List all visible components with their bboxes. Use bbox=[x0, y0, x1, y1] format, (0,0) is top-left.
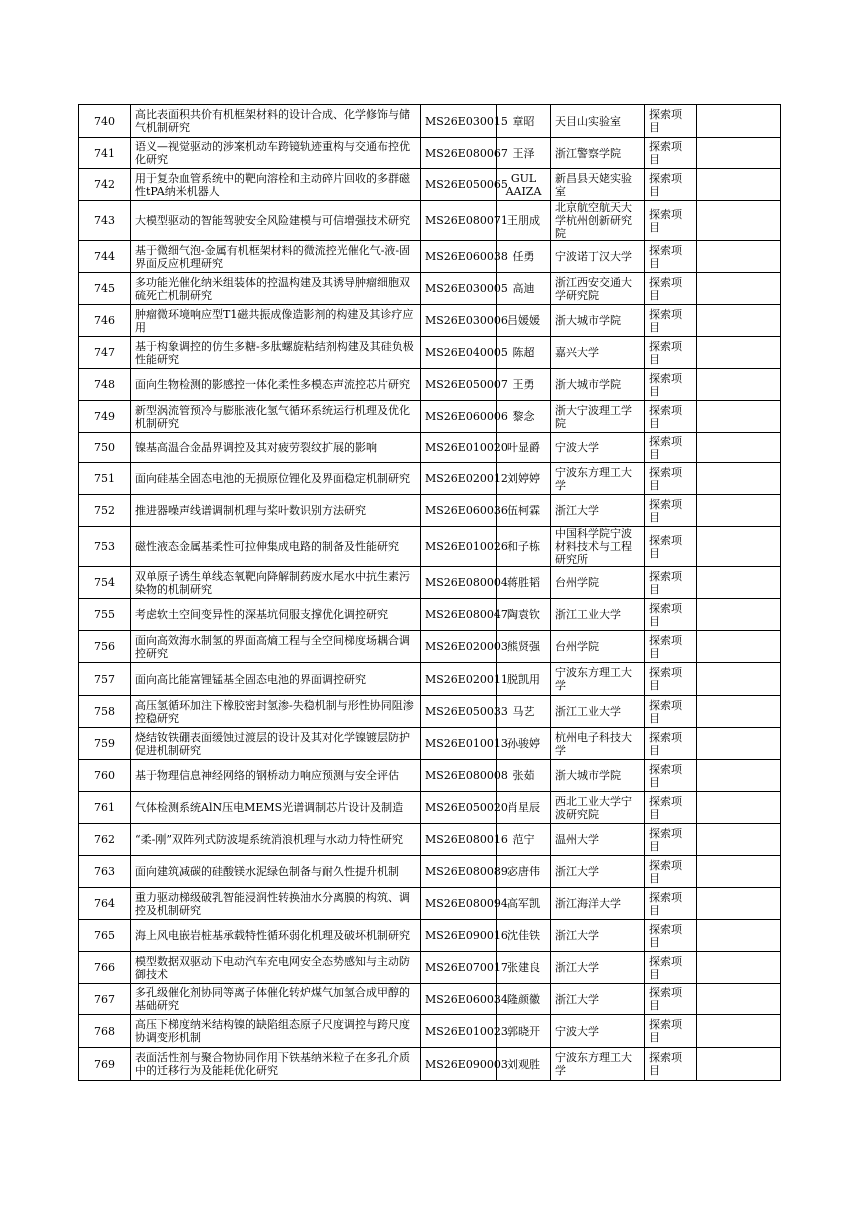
institution: 浙江大学 bbox=[551, 856, 645, 888]
applicant-name: 高迪 bbox=[497, 273, 551, 305]
empty-cell bbox=[697, 1048, 781, 1081]
project-title: 基于微细气泡-金属有机框架材料的微流控光催化气-液-固界面反应机理研究 bbox=[131, 241, 421, 273]
project-code: MS26E030005 bbox=[421, 273, 497, 305]
project-title: 表面活性剂与聚合物协同作用下铁基纳米粒子在多孔介质中的迁移行为及能耗优化研究 bbox=[131, 1048, 421, 1081]
project-code: MS26E060006 bbox=[421, 401, 497, 433]
row-number: 766 bbox=[79, 952, 131, 984]
empty-cell bbox=[697, 495, 781, 527]
project-code: MS26E080004 bbox=[421, 567, 497, 599]
project-type: 探索项目 bbox=[645, 433, 697, 463]
table-row bbox=[79, 920, 781, 952]
institution: 宁波东方理工大学 bbox=[551, 1048, 645, 1081]
table-row bbox=[79, 138, 781, 169]
project-type: 探索项目 bbox=[645, 792, 697, 824]
institution: 中国科学院宁波材料技术与工程研究所 bbox=[551, 527, 645, 567]
row-number: 744 bbox=[79, 241, 131, 273]
project-code: MS26E060038 bbox=[421, 241, 497, 273]
table-row bbox=[79, 527, 781, 567]
applicant-name: 刘观胜 bbox=[497, 1048, 551, 1081]
project-title: 肿瘤微环境响应型T1磁共振成像造影剂的构建及其诊疗应用 bbox=[131, 305, 421, 337]
project-type: 探索项目 bbox=[645, 337, 697, 369]
empty-cell bbox=[697, 760, 781, 792]
project-type: 探索项目 bbox=[645, 1015, 697, 1048]
applicant-name: 孙骏婷 bbox=[497, 728, 551, 760]
project-title: 模型数据双驱动下电动汽车充电网安全态势感知与主动防御技术 bbox=[131, 952, 421, 984]
institution: 温州大学 bbox=[551, 824, 645, 856]
row-number: 763 bbox=[79, 856, 131, 888]
project-type: 探索项目 bbox=[645, 599, 697, 631]
table-row bbox=[79, 201, 781, 241]
applicant-name: 宓唐伟 bbox=[497, 856, 551, 888]
applicant-name: 王朋成 bbox=[497, 201, 551, 241]
project-type: 探索项目 bbox=[645, 305, 697, 337]
project-title: 双单原子诱生单线态氧靶向降解制药废水尾水中抗生素污染物的机制研究 bbox=[131, 567, 421, 599]
project-code: MS26E080047 bbox=[421, 599, 497, 631]
applicant-name: 任勇 bbox=[497, 241, 551, 273]
institution: 浙江大学 bbox=[551, 920, 645, 952]
table-row bbox=[79, 305, 781, 337]
row-number: 759 bbox=[79, 728, 131, 760]
empty-cell bbox=[697, 984, 781, 1015]
project-code: MS26E010020 bbox=[421, 433, 497, 463]
row-number: 752 bbox=[79, 495, 131, 527]
row-number: 748 bbox=[79, 369, 131, 401]
empty-cell bbox=[697, 433, 781, 463]
project-title: 面向高效海水制氢的界面高熵工程与全空间梯度场耦合调控研究 bbox=[131, 631, 421, 663]
project-code: MS26E010023 bbox=[421, 1015, 497, 1048]
project-title: 面向生物检测的影感控一体化柔性多模态声流控芯片研究 bbox=[131, 369, 421, 401]
institution: 浙大宁波理工学院 bbox=[551, 401, 645, 433]
table-row bbox=[79, 631, 781, 663]
institution: 浙江海洋大学 bbox=[551, 888, 645, 920]
institution: 宁波东方理工大学 bbox=[551, 463, 645, 495]
project-type: 探索项目 bbox=[645, 696, 697, 728]
project-type: 探索项目 bbox=[645, 169, 697, 201]
row-number: 768 bbox=[79, 1015, 131, 1048]
empty-cell bbox=[697, 241, 781, 273]
empty-cell bbox=[697, 463, 781, 495]
project-title: 气体检测系统AlN压电MEMS光谱调制芯片设计及制造 bbox=[131, 792, 421, 824]
applicant-name: 高军凯 bbox=[497, 888, 551, 920]
table-row bbox=[79, 824, 781, 856]
row-number: 760 bbox=[79, 760, 131, 792]
project-type: 探索项目 bbox=[645, 824, 697, 856]
project-code: MS26E060034 bbox=[421, 984, 497, 1015]
project-type: 探索项目 bbox=[645, 369, 697, 401]
table-row bbox=[79, 728, 781, 760]
project-title: 面向硅基全固态电池的无损原位锂化及界面稳定机制研究 bbox=[131, 463, 421, 495]
project-type: 探索项目 bbox=[645, 105, 697, 138]
empty-cell bbox=[697, 337, 781, 369]
row-number: 745 bbox=[79, 273, 131, 305]
table-row bbox=[79, 401, 781, 433]
institution: 浙江警察学院 bbox=[551, 138, 645, 169]
applicant-name: 王勇 bbox=[497, 369, 551, 401]
project-title: 语义—视觉驱动的涉案机动车跨镜轨迹重构与交通布控优化研究 bbox=[131, 138, 421, 169]
project-code: MS26E050065 bbox=[421, 169, 497, 201]
project-title: 用于复杂血管系统中的靶向溶栓和主动碎片回收的多群磁性tPA纳米机器人 bbox=[131, 169, 421, 201]
row-number: 742 bbox=[79, 169, 131, 201]
project-code: MS26E060036 bbox=[421, 495, 497, 527]
empty-cell bbox=[697, 273, 781, 305]
row-number: 751 bbox=[79, 463, 131, 495]
project-code: MS26E080008 bbox=[421, 760, 497, 792]
project-type: 探索项目 bbox=[645, 663, 697, 696]
table-row bbox=[79, 760, 781, 792]
institution: 新昌县天姥实验室 bbox=[551, 169, 645, 201]
project-code: MS26E090016 bbox=[421, 920, 497, 952]
row-number: 755 bbox=[79, 599, 131, 631]
project-title: 多孔级催化剂协同等离子体催化转炉煤气加氢合成甲醇的基础研究 bbox=[131, 984, 421, 1015]
applicant-name: 和子栋 bbox=[497, 527, 551, 567]
empty-cell bbox=[697, 631, 781, 663]
row-number: 741 bbox=[79, 138, 131, 169]
applicant-name: 王泽 bbox=[497, 138, 551, 169]
applicant-name: 张建良 bbox=[497, 952, 551, 984]
project-type: 探索项目 bbox=[645, 920, 697, 952]
table-row bbox=[79, 599, 781, 631]
project-code: MS26E080016 bbox=[421, 824, 497, 856]
institution: 台州学院 bbox=[551, 567, 645, 599]
row-number: 758 bbox=[79, 696, 131, 728]
applicant-name: 隆颜徽 bbox=[497, 984, 551, 1015]
applicant-name: 陈超 bbox=[497, 337, 551, 369]
row-number: 757 bbox=[79, 663, 131, 696]
row-number: 749 bbox=[79, 401, 131, 433]
institution: 杭州电子科技大学 bbox=[551, 728, 645, 760]
project-title: 重力驱动梯级破乳智能浸润性转换油水分离膜的构筑、调控及机制研究 bbox=[131, 888, 421, 920]
project-type: 探索项目 bbox=[645, 888, 697, 920]
table-row bbox=[79, 856, 781, 888]
project-type: 探索项目 bbox=[645, 495, 697, 527]
project-title: 海上风电嵌岩桩基承载特性循环弱化机理及破坏机制研究 bbox=[131, 920, 421, 952]
empty-cell bbox=[697, 567, 781, 599]
row-number: 767 bbox=[79, 984, 131, 1015]
project-type: 探索项目 bbox=[645, 201, 697, 241]
project-type: 探索项目 bbox=[645, 273, 697, 305]
table-row bbox=[79, 433, 781, 463]
project-code: MS26E020012 bbox=[421, 463, 497, 495]
project-code: MS26E020003 bbox=[421, 631, 497, 663]
institution: 浙大城市学院 bbox=[551, 760, 645, 792]
applicant-name: 马艺 bbox=[497, 696, 551, 728]
empty-cell bbox=[697, 138, 781, 169]
project-type: 探索项目 bbox=[645, 567, 697, 599]
institution: 浙大城市学院 bbox=[551, 369, 645, 401]
applicant-name: 章昭 bbox=[497, 105, 551, 138]
project-type: 探索项目 bbox=[645, 952, 697, 984]
project-type: 探索项目 bbox=[645, 401, 697, 433]
project-code: MS26E030015 bbox=[421, 105, 497, 138]
project-title: 新型涡流管预冷与膨胀液化氢气循环系统运行机理及优化机制研究 bbox=[131, 401, 421, 433]
row-number: 756 bbox=[79, 631, 131, 663]
row-number: 761 bbox=[79, 792, 131, 824]
row-number: 750 bbox=[79, 433, 131, 463]
applicant-name: 范宁 bbox=[497, 824, 551, 856]
project-type: 探索项目 bbox=[645, 984, 697, 1015]
row-number: 765 bbox=[79, 920, 131, 952]
table-row bbox=[79, 663, 781, 696]
project-code: MS26E010026 bbox=[421, 527, 497, 567]
project-type: 探索项目 bbox=[645, 138, 697, 169]
table-row bbox=[79, 273, 781, 305]
row-number: 764 bbox=[79, 888, 131, 920]
applicant-name: 肖星辰 bbox=[497, 792, 551, 824]
institution: 浙江西安交通大学研究院 bbox=[551, 273, 645, 305]
table-row bbox=[79, 792, 781, 824]
row-number: 753 bbox=[79, 527, 131, 567]
project-title: 多功能光催化纳米组装体的控温构建及其诱导肿瘤细胞双硫死亡机制研究 bbox=[131, 273, 421, 305]
applicant-name: 黎念 bbox=[497, 401, 551, 433]
applicant-name: 脱凯用 bbox=[497, 663, 551, 696]
empty-cell bbox=[697, 527, 781, 567]
institution: 宁波东方理工大学 bbox=[551, 663, 645, 696]
institution: 北京航空航天大学杭州创新研究院 bbox=[551, 201, 645, 241]
institution: 浙江大学 bbox=[551, 952, 645, 984]
empty-cell bbox=[697, 888, 781, 920]
table-row bbox=[79, 495, 781, 527]
project-type: 探索项目 bbox=[645, 527, 697, 567]
row-number: 743 bbox=[79, 201, 131, 241]
empty-cell bbox=[697, 105, 781, 138]
project-code: MS26E040005 bbox=[421, 337, 497, 369]
project-code: MS26E050033 bbox=[421, 696, 497, 728]
empty-cell bbox=[697, 401, 781, 433]
institution: 宁波诺丁汉大学 bbox=[551, 241, 645, 273]
table-row bbox=[79, 169, 781, 201]
empty-cell bbox=[697, 369, 781, 401]
empty-cell bbox=[697, 952, 781, 984]
applicant-name: 刘婷婷 bbox=[497, 463, 551, 495]
project-type: 探索项目 bbox=[645, 463, 697, 495]
applicant-name: 沈佳铁 bbox=[497, 920, 551, 952]
applicant-name: 伍柯霖 bbox=[497, 495, 551, 527]
empty-cell bbox=[697, 599, 781, 631]
project-title: 高压下梯度纳米结构镍的缺陷组态原子尺度调控与跨尺度协调变形机制 bbox=[131, 1015, 421, 1048]
row-number: 747 bbox=[79, 337, 131, 369]
project-title: 面向建筑减碳的硅酸镁水泥绿色制备与耐久性提升机制 bbox=[131, 856, 421, 888]
institution: 台州学院 bbox=[551, 631, 645, 663]
project-code: MS26E080094 bbox=[421, 888, 497, 920]
project-title: 高比表面积共价有机框架材料的设计合成、化学修饰与储气机制研究 bbox=[131, 105, 421, 138]
project-title: 考虑软土空间变异性的深基坑伺服支撑优化调控研究 bbox=[131, 599, 421, 631]
institution: 西北工业大学宁波研究院 bbox=[551, 792, 645, 824]
project-type: 探索项目 bbox=[645, 631, 697, 663]
empty-cell bbox=[697, 696, 781, 728]
project-title: 推进器噪声线谱调制机理与桨叶数识别方法研究 bbox=[131, 495, 421, 527]
project-type: 探索项目 bbox=[645, 760, 697, 792]
table-row bbox=[79, 369, 781, 401]
table-row bbox=[79, 241, 781, 273]
applicant-name: 陶袁钦 bbox=[497, 599, 551, 631]
table-row bbox=[79, 1015, 781, 1048]
row-number: 769 bbox=[79, 1048, 131, 1081]
table-row bbox=[79, 888, 781, 920]
institution: 浙大城市学院 bbox=[551, 305, 645, 337]
project-type: 探索项目 bbox=[645, 728, 697, 760]
project-title: 面向高比能富锂锰基全固态电池的界面调控研究 bbox=[131, 663, 421, 696]
project-title: 基于构象调控的仿生多糖-多肽螺旋粘结剂构建及其硅负极性能研究 bbox=[131, 337, 421, 369]
project-title: 磁性液态金属基柔性可拉伸集成电路的制备及性能研究 bbox=[131, 527, 421, 567]
table-row bbox=[79, 567, 781, 599]
applicant-name: 张茹 bbox=[497, 760, 551, 792]
table-row bbox=[79, 1048, 781, 1081]
project-title: 大模型驱动的智能驾驶安全风险建模与可信增强技术研究 bbox=[131, 201, 421, 241]
empty-cell bbox=[697, 663, 781, 696]
table-row bbox=[79, 952, 781, 984]
project-code: MS26E030006 bbox=[421, 305, 497, 337]
empty-cell bbox=[697, 305, 781, 337]
project-title: 烧结钕铁硼表面缓蚀过渡层的设计及其对化学镍镀层防护促进机制研究 bbox=[131, 728, 421, 760]
applicant-name: 郭晓开 bbox=[497, 1015, 551, 1048]
project-code: MS26E070017 bbox=[421, 952, 497, 984]
institution: 浙江工业大学 bbox=[551, 599, 645, 631]
project-title: 高压氢循环加注下橡胶密封氢渗-失稳机制与形性协同阻渗控稳研究 bbox=[131, 696, 421, 728]
project-code: MS26E080071 bbox=[421, 201, 497, 241]
empty-cell bbox=[697, 728, 781, 760]
project-type: 探索项目 bbox=[645, 241, 697, 273]
table-row bbox=[79, 463, 781, 495]
table-row bbox=[79, 105, 781, 138]
applicant-name: GUL AAIZA bbox=[497, 169, 551, 201]
institution: 宁波大学 bbox=[551, 433, 645, 463]
institution: 宁波大学 bbox=[551, 1015, 645, 1048]
row-number: 754 bbox=[79, 567, 131, 599]
row-number: 740 bbox=[79, 105, 131, 138]
project-code: MS26E020011 bbox=[421, 663, 497, 696]
empty-cell bbox=[697, 1015, 781, 1048]
table-row bbox=[79, 984, 781, 1015]
project-title: 镍基高温合金晶界调控及其对疲劳裂纹扩展的影响 bbox=[131, 433, 421, 463]
project-code: MS26E050020 bbox=[421, 792, 497, 824]
project-title: 基于物理信息神经网络的钢桥动力响应预测与安全评估 bbox=[131, 760, 421, 792]
empty-cell bbox=[697, 201, 781, 241]
project-code: MS26E090003 bbox=[421, 1048, 497, 1081]
applicant-name: 吕媛媛 bbox=[497, 305, 551, 337]
project-type: 探索项目 bbox=[645, 856, 697, 888]
table-body bbox=[79, 105, 781, 1081]
empty-cell bbox=[697, 824, 781, 856]
institution: 嘉兴大学 bbox=[551, 337, 645, 369]
table-row bbox=[79, 337, 781, 369]
empty-cell bbox=[697, 856, 781, 888]
project-table bbox=[78, 104, 781, 1081]
project-code: MS26E080089 bbox=[421, 856, 497, 888]
table-row bbox=[79, 696, 781, 728]
institution: 浙江大学 bbox=[551, 984, 645, 1015]
project-type: 探索项目 bbox=[645, 1048, 697, 1081]
institution: 浙江工业大学 bbox=[551, 696, 645, 728]
empty-cell bbox=[697, 920, 781, 952]
project-code: MS26E050007 bbox=[421, 369, 497, 401]
institution: 天目山实验室 bbox=[551, 105, 645, 138]
empty-cell bbox=[697, 792, 781, 824]
project-title: “柔-刚”双阵列式防波堤系统消浪机理与水动力特性研究 bbox=[131, 824, 421, 856]
empty-cell bbox=[697, 169, 781, 201]
project-code: MS26E080067 bbox=[421, 138, 497, 169]
applicant-name: 熊贤强 bbox=[497, 631, 551, 663]
row-number: 746 bbox=[79, 305, 131, 337]
row-number: 762 bbox=[79, 824, 131, 856]
project-code: MS26E010013 bbox=[421, 728, 497, 760]
applicant-name: 蒋胜韬 bbox=[497, 567, 551, 599]
applicant-name: 叶显爵 bbox=[497, 433, 551, 463]
institution: 浙江大学 bbox=[551, 495, 645, 527]
